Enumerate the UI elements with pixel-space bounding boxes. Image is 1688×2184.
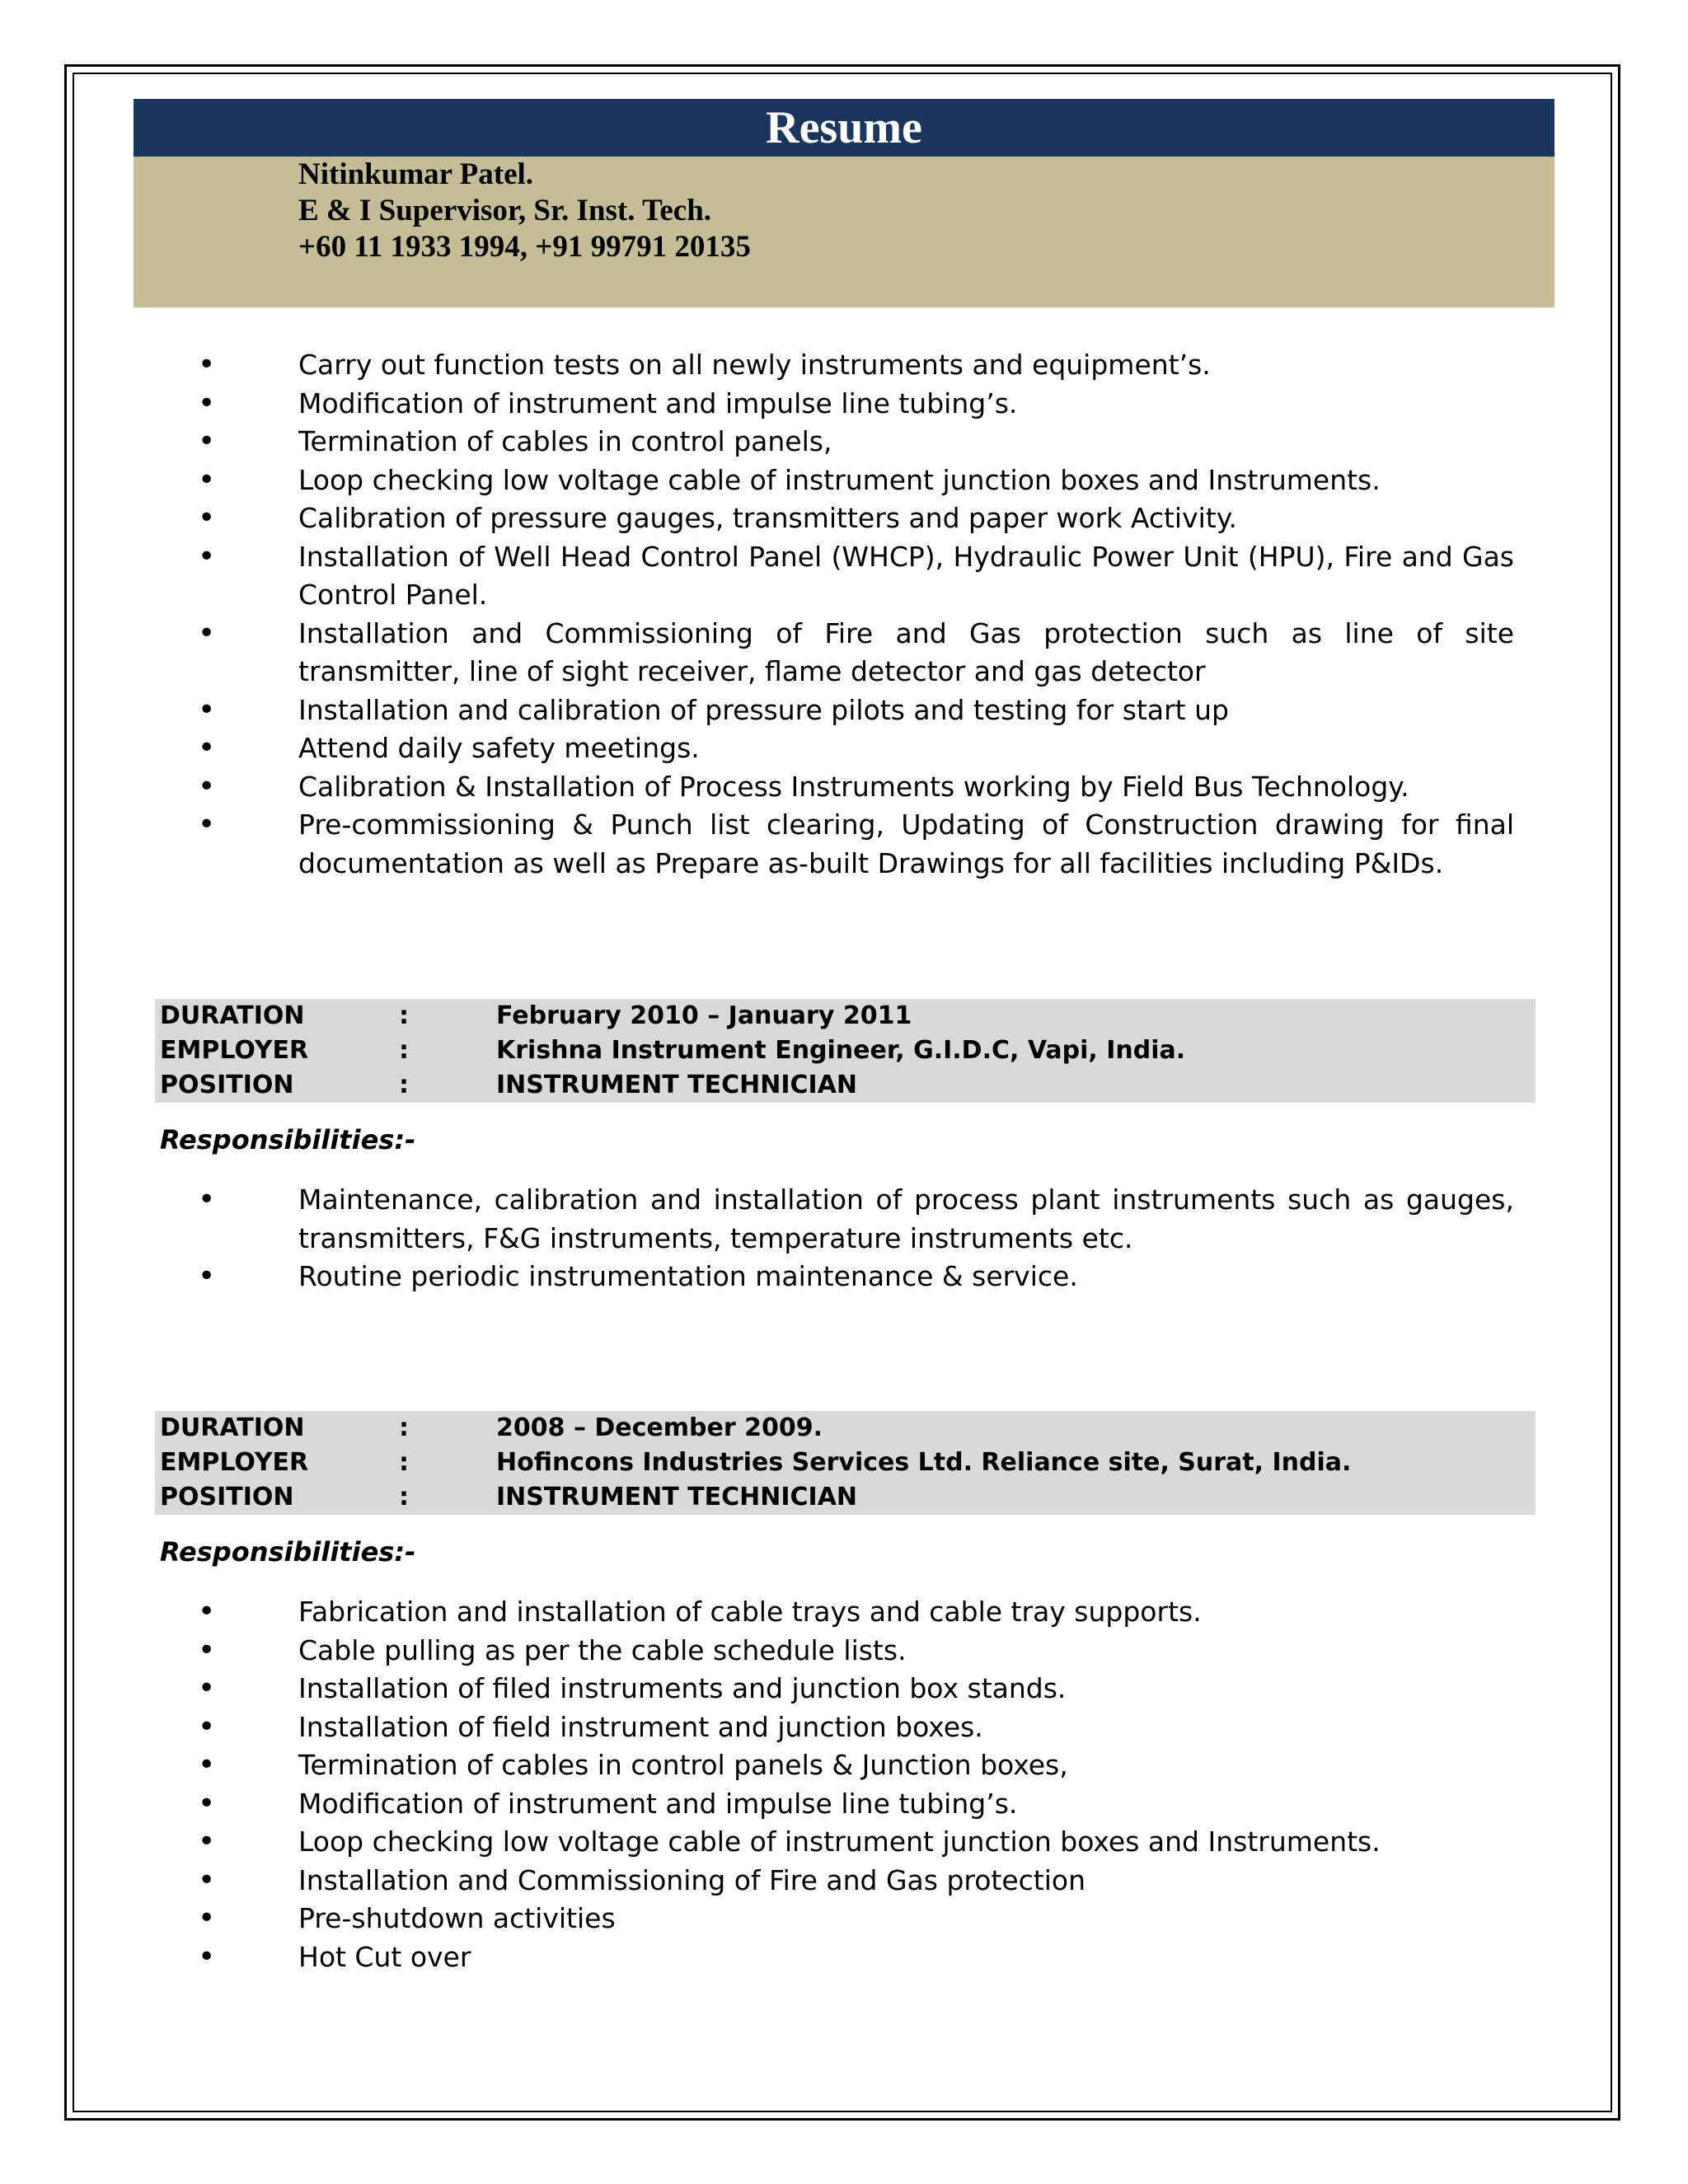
colon: : [399,1071,409,1099]
list-item: • Installation of filed instruments and junction box stands. [0,1670,1514,1708]
responsibilities-heading: Responsibilities:- [160,1536,416,1568]
colon: : [399,1413,409,1442]
employer-label: EMPLOYER [160,1448,309,1477]
candidate-name: Nitinkumar Patel. [298,157,534,191]
top-duties-list [0,346,1514,883]
job-details-2 [155,1411,1536,1515]
list-item: • Installation of Well Head Control Panel (WHCP), Hydraulic Power Unit (HPU), Fire and Gas Control Panel. [0,538,1514,615]
employer-value: Krishna Instrument Engineer, G.I.D.C, Vapi, India. [496,1036,1186,1065]
colon: : [399,1448,409,1477]
responsibilities-heading: Responsibilities:- [160,1124,416,1155]
list-item: • Installation of field instrument and junction boxes. [0,1708,1514,1747]
position-label: POSITION [160,1071,294,1099]
list-item: • Termination of cables in control panels & Junction boxes, [0,1746,1514,1785]
list-item: • Cable pulling as per the cable schedule lists. [0,1632,1514,1671]
resume-title: Resume [134,99,1554,157]
duration-value: 2008 – December 2009. [496,1413,823,1442]
list-item: • Maintenance, calibration and installation of process plant instruments such as gauges, transmitters, F&G instruments, temperature instruments etc. [0,1181,1514,1258]
list-item: • Termination of cables in control panels, [0,423,1514,462]
position-value: INSTRUMENT TECHNICIAN [496,1071,858,1099]
contact-header [134,157,1554,307]
colon: : [399,1036,409,1065]
list-item: • Carry out function tests on all newly instruments and equipment’s. [0,346,1514,385]
colon: : [399,1001,409,1030]
list-item: • Attend daily safety meetings. [0,729,1514,768]
duration-label: DURATION [160,1413,305,1442]
list-item: • Calibration & Installation of Process Instruments working by Field Bus Technology. [0,768,1514,807]
position-value: INSTRUMENT TECHNICIAN [496,1483,858,1511]
candidate-role: E & I Supervisor, Sr. Inst. Tech. [298,194,712,227]
position-label: POSITION [160,1483,294,1511]
list-item: • Installation and calibration of pressure pilots and testing for start up [0,691,1514,730]
list-item: • Installation and Commissioning of Fire and Gas protection [0,1862,1514,1900]
employer-value: Hofincons Industries Services Ltd. Reliance site, Surat, India. [496,1448,1352,1477]
list-item: • Loop checking low voltage cable of instrument junction boxes and Instruments. [0,1823,1514,1862]
list-item: • Pre-commissioning & Punch list clearing, Updating of Construction drawing for final documentation as well as Prepare as-built Drawings for all facilities including P&IDs. [0,806,1514,883]
job-details-1 [155,999,1536,1103]
employer-label: EMPLOYER [160,1036,309,1065]
list-item: • Modification of instrument and impulse line tubing’s. [0,1785,1514,1824]
candidate-phone: +60 11 1933 1994, +91 99791 20135 [298,230,751,264]
job-1-responsibilities [0,1181,1514,1296]
duration-label: DURATION [160,1001,305,1030]
list-item: • Calibration of pressure gauges, transmitters and paper work Activity. [0,499,1514,538]
duration-value: February 2010 – January 2011 [496,1001,912,1030]
list-item: • Fabrication and installation of cable trays and cable tray supports. [0,1593,1514,1632]
list-item: • Hot Cut over [0,1938,1514,1977]
list-item: • Routine periodic instrumentation maintenance & service. [0,1258,1514,1296]
list-item: • Loop checking low voltage cable of instrument junction boxes and Instruments. [0,462,1514,500]
list-item: • Installation and Commissioning of Fire and Gas protection such as line of site transmitter, line of sight receiver, flame detector and gas detector [0,615,1514,691]
list-item: • Pre-shutdown activities [0,1900,1514,1938]
list-item: • Modification of instrument and impulse line tubing’s. [0,385,1514,424]
colon: : [399,1483,409,1511]
job-2-responsibilities [0,1593,1514,1976]
